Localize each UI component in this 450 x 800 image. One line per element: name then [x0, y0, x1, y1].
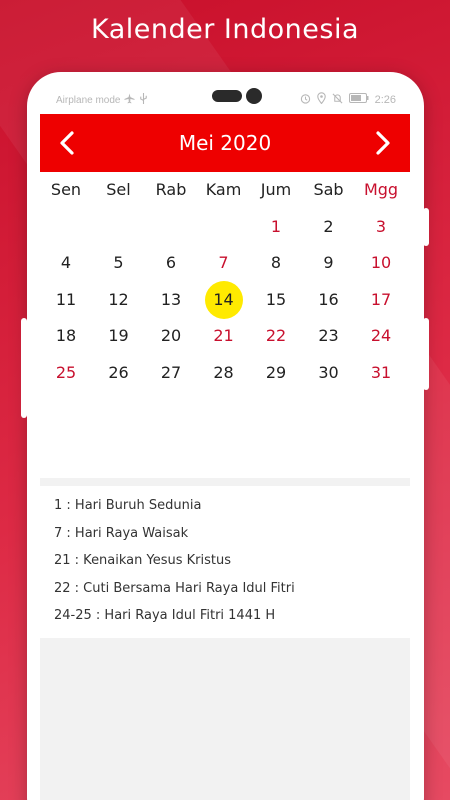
day-cell[interactable]: [93, 355, 145, 391]
day-cell[interactable]: [303, 355, 355, 391]
day-cell[interactable]: [145, 282, 197, 318]
holiday-item: 22 : Cuti Bersama Hari Raya Idul Fitri: [54, 581, 295, 596]
day-number: 16: [318, 290, 339, 309]
day-number: 5: [113, 253, 124, 272]
empty-day-cell: [93, 209, 145, 245]
front-camera: [246, 88, 262, 104]
phone-side-button-bottom: [423, 318, 429, 390]
holiday-item: 24-25 : Hari Raya Idul Fitri 1441 H: [54, 608, 276, 623]
day-number: 12: [108, 290, 129, 309]
day-number: 3: [375, 217, 387, 236]
weekday-header-row: [40, 172, 410, 208]
day-cell[interactable]: [93, 282, 145, 318]
status-time: 2:26: [374, 93, 396, 106]
day-cell[interactable]: [40, 245, 92, 281]
day-cell[interactable]: [198, 318, 250, 354]
day-cell[interactable]: [145, 355, 197, 391]
day-number: 14: [213, 290, 234, 309]
phone-side-button-top: [423, 208, 429, 246]
day-number: 8: [270, 253, 282, 272]
day-cell[interactable]: [303, 245, 355, 281]
earpiece: [212, 90, 242, 102]
day-number: 15: [265, 290, 287, 309]
app-header: [40, 114, 410, 172]
day-number: 20: [160, 326, 182, 345]
day-number: 23: [318, 326, 339, 345]
day-cell[interactable]: [355, 355, 407, 391]
calendar-week-row: [40, 282, 410, 318]
day-cell[interactable]: [250, 245, 302, 281]
app-screen: [40, 86, 410, 800]
day-number: 31: [370, 363, 392, 382]
day-cell[interactable]: [250, 282, 302, 318]
weekday-label: Sel: [106, 180, 131, 199]
chevron-right-icon: [368, 128, 396, 158]
day-number: 7: [218, 253, 229, 272]
day-cell[interactable]: [145, 318, 197, 354]
promo-title: Kalender Indonesia: [90, 14, 359, 45]
weekday-label: Sen: [50, 180, 82, 199]
holiday-item: 21 : Kenaikan Yesus Kristus: [54, 553, 232, 568]
calendar-grid: [40, 172, 410, 478]
day-cell[interactable]: [250, 355, 302, 391]
day-cell[interactable]: [198, 355, 250, 391]
calendar-week-row: [40, 355, 410, 391]
day-number: 6: [165, 253, 177, 272]
day-cell[interactable]: [355, 245, 407, 281]
alarm-icon: [300, 93, 311, 107]
day-number: 1: [270, 217, 282, 236]
day-number: 10: [370, 253, 392, 272]
day-cell[interactable]: [40, 355, 92, 391]
weekday-label-sunday: Mgg: [363, 180, 399, 199]
empty-day-cell: [198, 209, 250, 245]
day-number: 27: [160, 363, 182, 382]
day-cell[interactable]: [250, 318, 302, 354]
day-cell[interactable]: [355, 282, 407, 318]
airplane-icon: [124, 93, 135, 107]
day-cell[interactable]: [303, 282, 355, 318]
day-cell[interactable]: [303, 209, 355, 245]
day-cell[interactable]: [198, 245, 250, 281]
day-cell[interactable]: [250, 209, 302, 245]
weekday-label: Sab: [313, 180, 344, 199]
day-number: 30: [318, 363, 339, 382]
phone-side-button-left: [21, 318, 27, 418]
day-number: 4: [60, 253, 72, 272]
mute-icon: [332, 93, 343, 107]
weekday-label: Jum: [260, 180, 292, 199]
day-cell[interactable]: [355, 209, 407, 245]
next-month-button[interactable]: [368, 128, 396, 158]
day-number: 22: [265, 326, 287, 345]
day-number: 29: [265, 363, 287, 382]
holiday-item: 1 : Hari Buruh Sedunia: [54, 498, 202, 513]
day-number: 13: [160, 290, 182, 309]
day-number: 9: [323, 253, 334, 272]
usb-icon: [139, 93, 148, 107]
empty-day-cell: [145, 209, 197, 245]
calendar-week-row: [40, 245, 410, 281]
day-cell[interactable]: [355, 318, 407, 354]
day-number: 21: [213, 326, 234, 345]
day-number: 17: [370, 290, 392, 309]
empty-day-cell: [40, 209, 92, 245]
weekday-label: Kam: [205, 180, 242, 199]
day-cell-today[interactable]: [198, 282, 250, 318]
day-number: 11: [55, 290, 77, 309]
calendar-week-row: [40, 318, 410, 354]
day-number: 28: [213, 363, 234, 382]
location-icon: [317, 92, 326, 107]
day-cell[interactable]: [145, 245, 197, 281]
day-number: 18: [55, 326, 77, 345]
holiday-item: 7 : Hari Raya Waisak: [54, 526, 189, 541]
month-title: Mei 2020: [178, 131, 272, 155]
day-cell[interactable]: [303, 318, 355, 354]
day-number: 25: [55, 363, 77, 382]
status-bar: [40, 86, 410, 114]
day-number: 24: [370, 326, 392, 345]
holiday-list: [40, 486, 410, 638]
battery-icon: [349, 93, 369, 106]
day-cell[interactable]: [40, 318, 92, 354]
day-number: 26: [108, 363, 129, 382]
day-cell[interactable]: [40, 282, 92, 318]
day-cell[interactable]: [93, 245, 145, 281]
day-number: 19: [108, 326, 129, 345]
carrier-text: Airplane mode: [56, 94, 121, 106]
weekday-label: Rab: [155, 180, 187, 199]
calendar-week-row: [40, 209, 410, 245]
day-cell[interactable]: [93, 318, 145, 354]
day-number: 2: [323, 217, 334, 236]
